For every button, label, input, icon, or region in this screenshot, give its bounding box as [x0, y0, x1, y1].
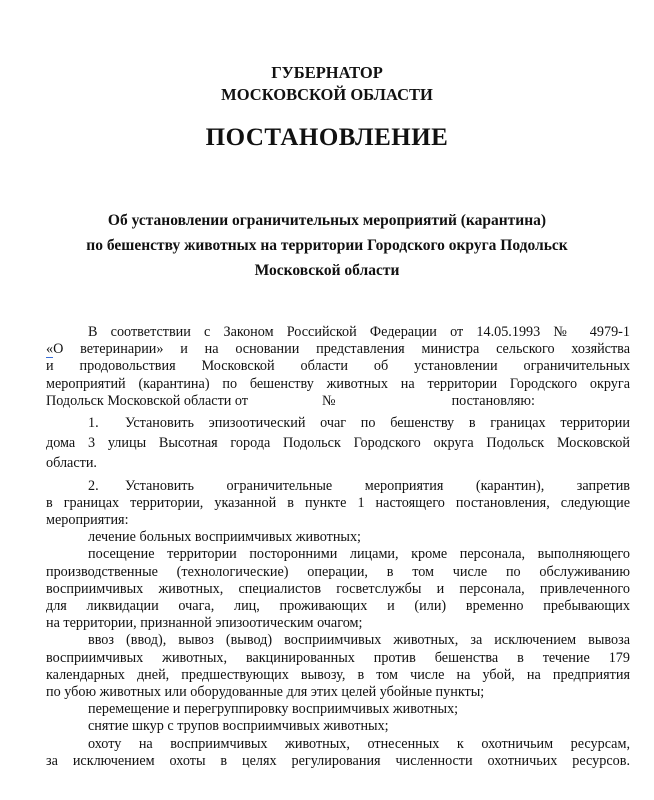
- text-line: [46, 478, 630, 495]
- item-2: [46, 478, 630, 530]
- item-number: 2.: [88, 477, 99, 494]
- text-line: области.: [46, 455, 97, 472]
- list-item: лечение больных восприимчивых животных;: [88, 529, 361, 546]
- text-line: за исключением охоты в целях регулирования численности охотничьих ресурсов.: [46, 752, 630, 769]
- text-line: для ликвидации очага, лиц, проживающих и (или) временно пребывающих: [46, 598, 630, 615]
- preamble-paragraph: [46, 324, 630, 410]
- quote-mark: «: [46, 341, 54, 358]
- list-item: охоту на восприимчивых животных, отнесенных к охотничьим ресурсам,: [88, 735, 630, 752]
- restriction-list: [46, 529, 630, 770]
- text-line: восприимчивых животных, вакцинированных против бешенства в течение 179: [46, 649, 630, 666]
- list-item: снятие шкур с трупов восприимчивых животных;: [88, 718, 389, 735]
- text-line: [46, 341, 630, 358]
- text-line: по убою животных или оборудованные для этих целей убойные пункты;: [46, 684, 485, 701]
- list-item: перемещение и перегруппировку восприимчивых животных;: [88, 701, 459, 718]
- authority-heading: [0, 62, 654, 106]
- document-subject: [0, 208, 654, 283]
- text-line: в границах территории, указанной в пункте 1 настоящего постановления, следующие: [46, 494, 630, 511]
- text-line: производственные (технологические) операции, в том числе по обслуживанию: [46, 563, 630, 580]
- document-type: ПОСТАНОВЛЕНИЕ: [205, 124, 449, 151]
- text-fragment: Установить ограничительные мероприятия (карантин), запретив: [125, 477, 630, 494]
- list-item: ввоз (ввод), вывоз (вывод) восприимчивых животных, за исключением вывоза: [88, 632, 630, 649]
- item-number: 1.: [88, 415, 99, 432]
- subject-line: по бешенству животных на территории Городского округа Подольск: [86, 237, 568, 254]
- subject-line: Об установлении ограничительных мероприятий (карантина): [107, 212, 547, 229]
- text-line: на территории, признанной эпизоотическим очагом;: [46, 615, 363, 632]
- text-line: календарных дней, предшествующих вывозу, в том числе на убой, на предприятия: [46, 666, 630, 683]
- text-fragment: Установить эпизоотический очаг по бешенству в границах территории: [125, 415, 630, 432]
- subject-line: Московской области: [254, 262, 400, 279]
- text-line: дома 3 улицы Высотная города Подольск Городского округа Подольск Московской: [46, 435, 630, 452]
- text-line: мероприятий (карантина) по бешенству животных на территории Городского округа: [46, 375, 630, 392]
- authority-region: МОСКОВСКОЙ ОБЛАСТИ: [221, 85, 433, 104]
- text-fragment: постановляю:: [451, 392, 535, 409]
- text-line: [46, 393, 630, 410]
- authority-title: ГУБЕРНАТОР: [271, 63, 383, 82]
- document-body: [46, 324, 630, 770]
- number-sign: №: [322, 392, 336, 409]
- item-1: [46, 415, 630, 473]
- text-fragment: О ветеринарии» и на основании представления министра сельского хозяйства: [53, 341, 630, 358]
- text-line: и продовольствия Московской области об установлении ограничительных: [46, 358, 630, 375]
- text-line: мероприятия:: [46, 512, 129, 529]
- list-item: посещение территории посторонними лицами, кроме персонала, выполняющего: [88, 546, 630, 563]
- text-line: восприимчивых животных, специалистов госветслужбы и персонала, привлеченного: [46, 580, 630, 597]
- text-fragment: Подольск Московской области от: [46, 392, 249, 409]
- text-line: [46, 415, 630, 432]
- text-line: В соответствии с Законом Российской Федерации от 14.05.1993 № 4979-1: [88, 324, 630, 340]
